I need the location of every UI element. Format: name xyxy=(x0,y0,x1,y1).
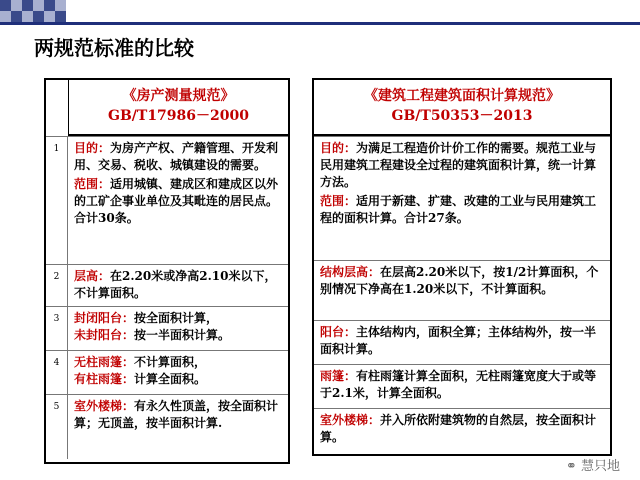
table-row xyxy=(314,136,610,261)
row-number: 3 xyxy=(46,307,68,351)
row-cell xyxy=(320,412,604,446)
row-text: 有永久性顶盖，按全面积计算；无顶盖，按半面积计算. xyxy=(74,399,279,430)
table-row xyxy=(46,264,288,307)
table-row xyxy=(314,320,610,365)
row-text: 为满足工程造价计价工作的需要。规范工业与民用建筑工程建设全过程的建筑面积计算，统一计算方法。 xyxy=(320,141,597,189)
row-cell xyxy=(74,354,282,388)
checker-square xyxy=(11,11,22,22)
left-standard-table xyxy=(44,78,290,464)
row-label: 层高： xyxy=(74,269,111,283)
row-text: 主体结构内，面积全算；主体结构外，按一半面积计算。 xyxy=(320,325,597,356)
row-label: 有柱雨篷： xyxy=(74,372,135,386)
row-cell xyxy=(320,140,604,227)
row-cell xyxy=(74,310,282,344)
row-label: 雨篷： xyxy=(320,369,357,383)
row-number: 2 xyxy=(46,265,68,307)
row-label: 目的： xyxy=(320,141,357,155)
row-label: 无柱雨篷： xyxy=(74,355,135,369)
table-row xyxy=(314,408,610,453)
row-text: 在2.20米或净高2.10米以下，不计算面积。 xyxy=(74,269,277,300)
row-label: 封闭阳台： xyxy=(74,311,135,325)
row-text: 有柱雨篷计算全面积，无柱雨篷宽度大于或等于2.1米，计算全面积。 xyxy=(320,369,597,400)
checker-square xyxy=(44,0,55,11)
checker-square xyxy=(0,0,11,11)
row-text: 计算全面积。 xyxy=(134,372,207,386)
row-number: 1 xyxy=(46,137,68,265)
row-text: 适用于新建、扩建、改建的工业与民用建筑工程的面积计算。合计27条。 xyxy=(320,194,597,225)
page-title: 两规范标准的比较 xyxy=(34,36,194,60)
checker-square xyxy=(11,0,22,11)
header-checker-pattern xyxy=(0,0,640,22)
row-label: 阳台： xyxy=(320,325,357,339)
watermark-logo: ⚭ 慧只地 xyxy=(565,459,620,474)
row-cell xyxy=(320,264,604,298)
checker-square xyxy=(44,11,55,22)
right-table-heading xyxy=(314,80,610,136)
row-text: 不计算面积， xyxy=(134,355,207,369)
row-label: 目的： xyxy=(74,141,111,155)
row-cell xyxy=(74,268,282,302)
row-text: 适用城镇、建成区和建成区以外的工矿企事业单位及其毗连的居民点。合计30条。 xyxy=(74,177,279,225)
row-label: 室外楼梯： xyxy=(320,413,381,427)
row-label: 未封阳台： xyxy=(74,328,135,342)
row-label: 范围： xyxy=(74,177,111,191)
table-row xyxy=(46,306,288,351)
row-cell xyxy=(320,324,604,358)
left-table-heading xyxy=(68,80,288,136)
checker-square xyxy=(0,11,11,22)
row-text: 按一半面积计算。 xyxy=(134,328,231,342)
checker-square xyxy=(33,0,44,11)
row-number: 4 xyxy=(46,351,68,395)
left-heading-name: 《房产测量规范》 xyxy=(122,88,235,104)
row-text: 为房产产权、产籍管理、开发利用、交易、税收、城镇建设的需要。 xyxy=(74,141,279,172)
checker-square xyxy=(33,11,44,22)
checker-square xyxy=(55,0,66,11)
row-label: 室外楼梯： xyxy=(74,399,135,413)
right-heading-code: GB/T50353－2013 xyxy=(391,108,533,124)
table-row xyxy=(46,350,288,395)
row-cell xyxy=(74,398,282,432)
table-row xyxy=(314,364,610,409)
right-standard-table xyxy=(312,78,612,456)
row-number: 5 xyxy=(46,395,68,459)
checker-square xyxy=(22,0,33,11)
row-text: 在层高2.20米以下，按1/2计算面积，个别情况下净高在1.20米以下，不计算面积。 xyxy=(320,265,599,296)
checker-square xyxy=(55,11,66,22)
checker-square xyxy=(22,11,33,22)
row-cell xyxy=(74,140,282,227)
table-row xyxy=(46,394,288,459)
table-row xyxy=(46,136,288,265)
header-rule xyxy=(0,22,640,25)
watermark-text: 慧只地 xyxy=(580,459,620,474)
row-text: 并入所依附建筑物的自然层，按全面积计算。 xyxy=(320,413,597,444)
row-label: 范围： xyxy=(320,194,357,208)
table-row xyxy=(314,260,610,321)
row-text: 按全面积计算， xyxy=(134,311,219,325)
row-label: 结构层高： xyxy=(320,265,381,279)
row-cell xyxy=(320,368,604,402)
left-heading-code: GB/T17986－2000 xyxy=(108,108,249,124)
right-heading-name: 《建筑工程建筑面积计算规范》 xyxy=(364,88,560,104)
